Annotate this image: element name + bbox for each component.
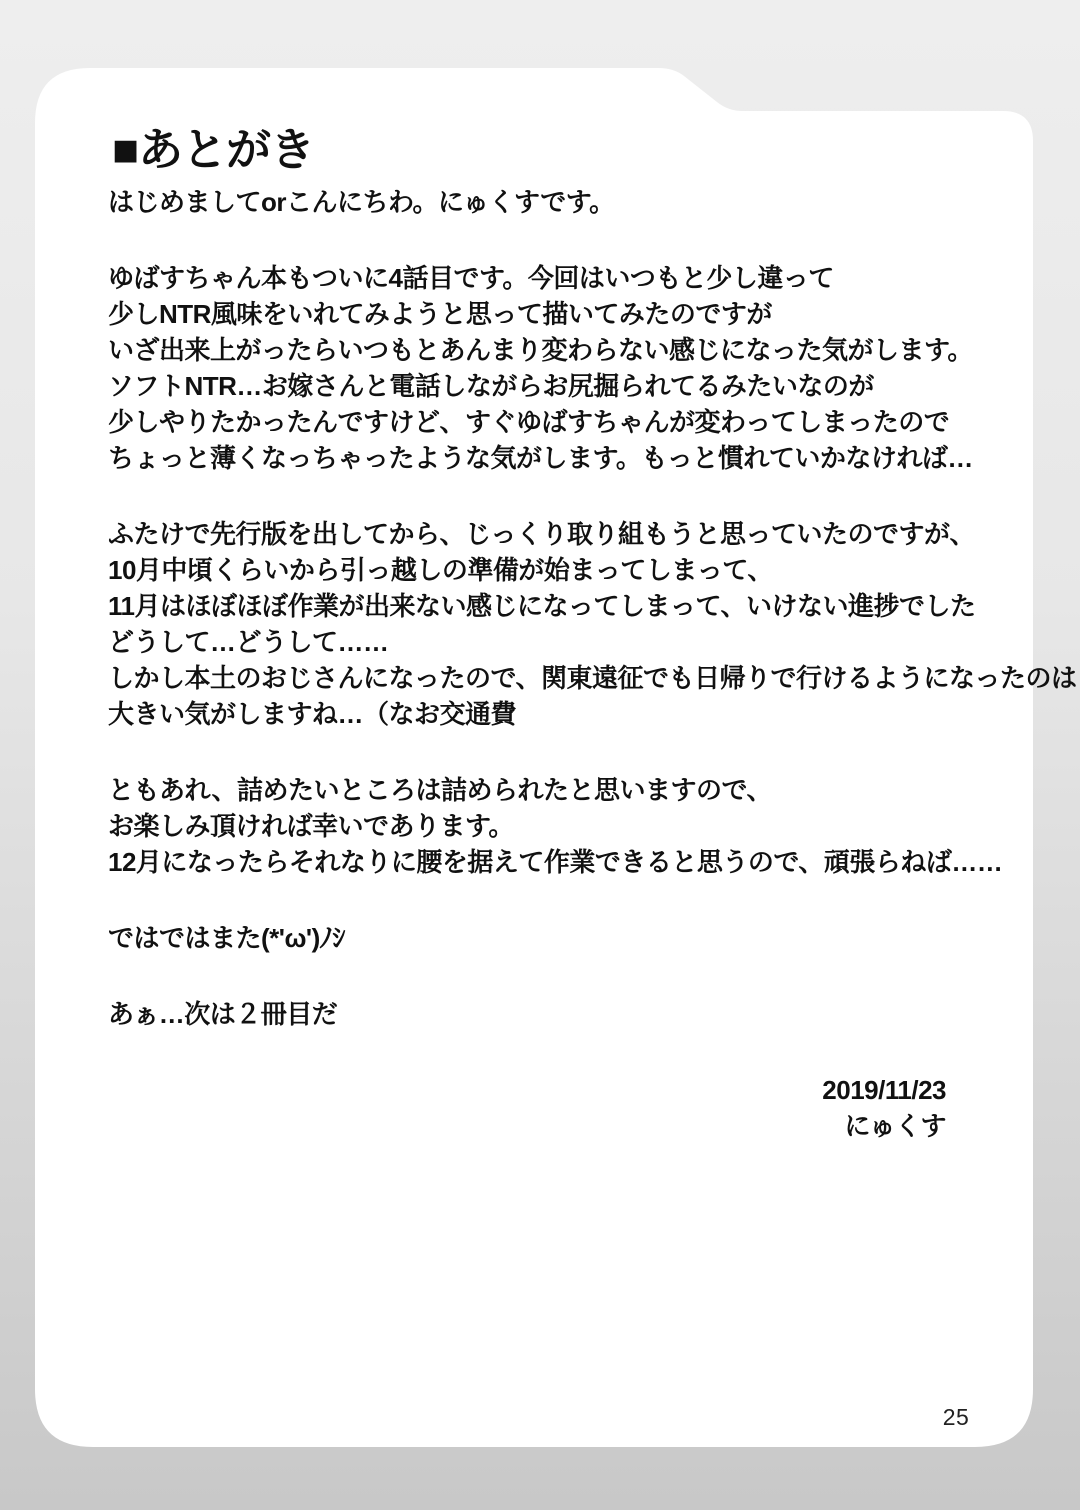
- page-title: ■あとがき: [112, 124, 315, 175]
- afterword-line: あぁ…次は２冊目だ: [108, 999, 338, 1029]
- signature-name: にゅくす: [844, 1111, 946, 1141]
- afterword-line: 少しやりたかったんですけど、すぐゆばすちゃんが変わってしまったので: [108, 407, 950, 437]
- signature-date: 2019/11/23: [822, 1075, 946, 1105]
- paragraph-farewell: [108, 920, 1000, 956]
- afterword-line: はじめましてorこんにちわ。にゅくすです。: [108, 187, 615, 217]
- afterword-line: お楽しみ頂ければ幸いであります。: [108, 811, 514, 841]
- paragraph-schedule: [108, 516, 1077, 732]
- paragraph-closing-thoughts: [108, 772, 1003, 880]
- afterword-line: しかし本土のおじさんになったので、関東遠征でも日帰りで行けるようになったのは: [108, 663, 1077, 693]
- afterword-line: 12月になったらそれなりに腰を据えて作業できると思うので、頑張らねば……: [108, 847, 1003, 877]
- afterword-line: 少しNTR風味をいれてみようと思って描いてみたのですが: [108, 299, 772, 329]
- afterword-line: どうして…どうして……: [108, 627, 389, 657]
- afterword-line: いざ出来上がったらいつもとあんまり変わらない感じになった気がします。: [108, 335, 973, 365]
- paragraph-greeting: [108, 184, 1000, 220]
- afterword-line: ソフトNTR…お嫁さんと電話しながらお尻掘られてるみたいなのが: [108, 371, 874, 401]
- signature-block: [108, 1072, 946, 1144]
- afterword-body: [108, 184, 1077, 1144]
- afterword-line: 大きい気がしますね…（なお交通費: [108, 699, 517, 729]
- afterword-line: 11月はほぼほぼ作業が出来ない感じになってしまって、いけない進捗でした: [108, 591, 976, 621]
- paragraph-next-volume: [108, 996, 1000, 1032]
- afterword-line: ではではまた(*'ω')ﾉｼ: [108, 923, 345, 953]
- afterword-line: ゆばすちゃん本もついに4話目です。今回はいつもと少し違って: [108, 263, 834, 293]
- afterword-line: 10月中頃くらいから引っ越しの準備が始まってしまって、: [108, 555, 773, 585]
- paragraph-book-intro: [108, 260, 1000, 476]
- afterword-line: ふたけで先行版を出してから、じっくり取り組もうと思っていたのですが、: [108, 519, 976, 549]
- afterword-line: ともあれ、詰めたいところは詰められたと思いますので、: [108, 775, 773, 805]
- page-number: 25: [942, 1404, 970, 1430]
- afterword-line: ちょっと薄くなっちゃったような気がします。もっと慣れていかなければ…: [108, 443, 973, 473]
